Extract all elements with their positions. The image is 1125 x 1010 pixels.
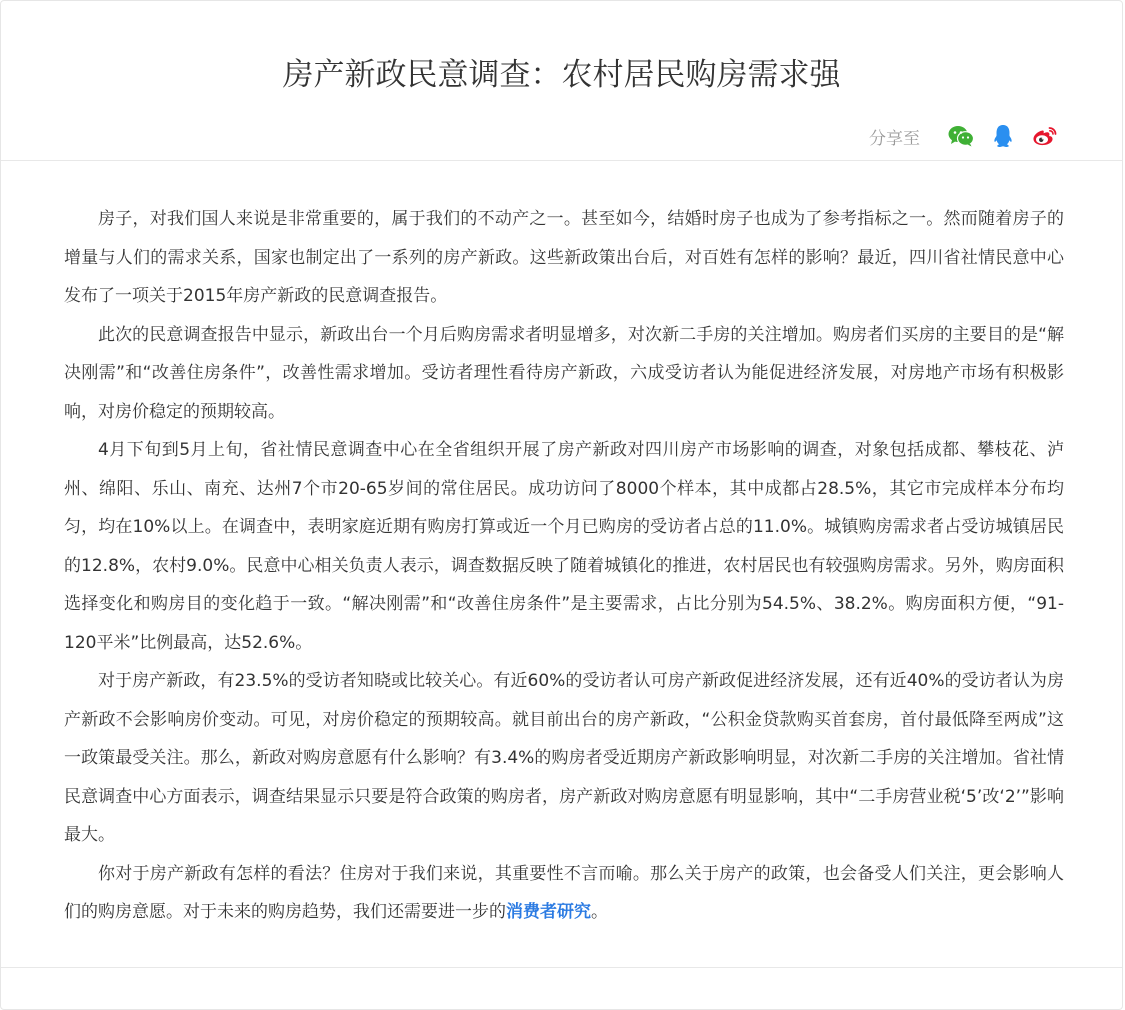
article-paragraph: 此次的民意调查报告中显示，新政出台一个月后购房需求者明显增多，对次新二手房的关注增加。购房者们买房的主要目的是“解决刚需”和“改善住房条件”，改善性需求增加。受访者理性看待房产新政，六成受访者认为能促进经济发展，对房地产市场有积极影响，对房价稳定的预期较高。 [64, 324, 1064, 422]
paragraph-text: 你对于房产新政有怎样的看法？住房对于我们来说，其重要性不言而喻。那么关于房产的政策，也会备受人们关注，更会影响人们的购房意愿。对于未来的购房趋势，我们还需要进一步的 [64, 863, 1064, 922]
article-title: 房产新政民意调查：农村居民购房需求强 [282, 57, 841, 93]
paragraph-end: 。 [591, 902, 608, 922]
consumer-research-link[interactable]: 消费者研究 [506, 902, 591, 922]
share-label: 分享至 [869, 128, 920, 149]
article-body [64, 200, 1064, 932]
article-paragraph: 房子，对我们国人来说是非常重要的，属于我们的不动产之一。甚至如今，结婚时房子也成为了参考指标之一。然而随着房子的增量与人们的需求关系，国家也制定出了一系列的房产新政。这些新政策出台后，对百姓有怎样的影响？最近，四川省社情民意中心发布了一项关于2015年房产新政的民意调查报告。 [64, 209, 1064, 306]
weibo-icon[interactable] [1030, 121, 1060, 151]
article-header [1, 1, 1122, 161]
share-bar [869, 121, 1060, 151]
wechat-icon[interactable] [946, 121, 976, 151]
qq-icon[interactable] [988, 121, 1018, 151]
article-paragraph [64, 855, 1064, 932]
footer-divider [1, 967, 1122, 968]
article-paragraph: 4月下旬到5月上旬，省社情民意调查中心在全省组织开展了房产新政对四川房产市场影响的调查，对象包括成都、攀枝花、泸州、绵阳、乐山、南充、达州7个市20-65岁间的常住居民。成功访问了8000个样本，其中成都占28.5%，其它市完成样本分布均匀，均在10%以上。在调查中，表明家庭近期有购房打算或近一个月已购房的受访者占总的11.0%。城镇购房需求者占受访城镇居民的12.8%，农村9.0%。民意中心相关负责人表示，调查数据反映了随着城镇化的推进，农村居民也有较强购房需求。另外，购房面积选择变化和购房目的变化趋于一致。“解决刚需”和“改善住房条件”是主要需求，占比分别为54.5%、38.2%。购房面积方便，“91-120平米”比例最高，达52.6%。 [64, 440, 1064, 653]
article-paragraph: 对于房产新政，有23.5%的受访者知晓或比较关心。有近60%的受访者认可房产新政促进经济发展，还有近40%的受访者认为房产新政不会影响房价变动。可见，对房价稳定的预期较高。就目前出台的房产新政，“公积金贷款购买首套房，首付最低降至两成”这一政策最受关注。那么，新政对购房意愿有什么影响？有3.4%的购房者受近期房产新政影响明显，对次新二手房的关注增加。省社情民意调查中心方面表示，调查结果显示只要是符合政策的购房者，房产新政对购房意愿有明显影响，其中“二手房营业税‘5’改‘2’”影响最大。 [64, 671, 1064, 845]
